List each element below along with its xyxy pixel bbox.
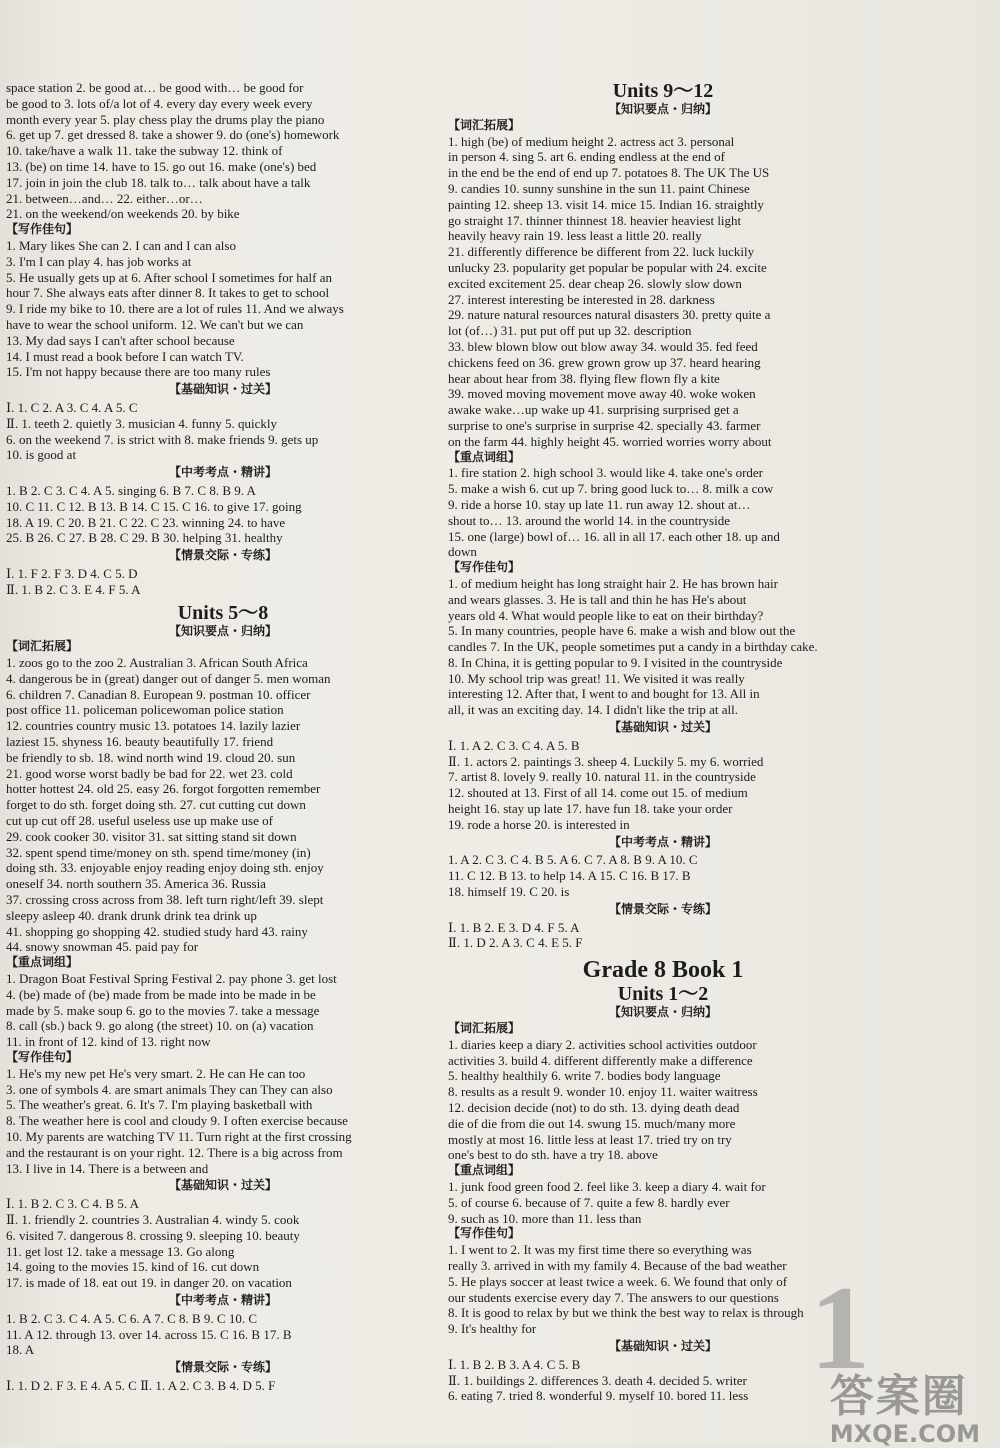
answer-line: lot (of…) 31. put put off put up 32. description — [448, 323, 692, 339]
answer-line: height 16. stay up late 17. have fun 18. take your order — [448, 801, 733, 817]
left-block-j — [6, 1311, 440, 1358]
knowledge-summary-heading: 【知识要点・归纳】 — [608, 102, 717, 116]
answer-line: and the restaurant is on your right. 12. There is a big across from — [6, 1144, 343, 1160]
answer-line: 27. interest interesting be interested in 28. darkness — [448, 291, 715, 307]
right-block-g — [448, 1037, 878, 1163]
situation-heading: 【情景交际・专练】 — [168, 1360, 277, 1375]
answer-line: Ⅰ. 1. B 2. E 3. D 4. F 5. A — [448, 919, 580, 935]
answer-line: shout to… 13. around the world 14. in the countryside — [448, 512, 730, 528]
exam-points-heading: 【中考考点・精讲】 — [168, 465, 277, 480]
answer-line: 1. diaries keep a diary 2. activities school activities outdoor — [448, 1036, 757, 1052]
answer-line: 10. My school trip was great! 11. We visited it was really — [448, 670, 745, 686]
answer-line: month every year 5. play chess play the drums play the piano — [6, 111, 325, 127]
answer-line: 32. spent spend time/money on sth. spend time/money (in) — [6, 844, 311, 860]
answer-line: oneself 34. north southern 35. America 36. Russia — [6, 876, 266, 892]
knowledge-summary-heading: 【知识要点・归纳】 — [168, 623, 277, 638]
answer-line: space station 2. be good at… be good with… be good for — [6, 80, 304, 95]
right-column — [448, 80, 878, 1404]
answer-line: Ⅰ. 1. B 2. C 3. C 4. B 5. A — [6, 1196, 139, 1212]
answer-line: 1. He's my new pet He's very smart. 2. He can He can too — [6, 1065, 306, 1081]
unit-title: Units 5～8 — [177, 601, 269, 624]
answer-line: sleepy asleep 40. drank drunk drink tea drink up — [6, 907, 257, 923]
answer-line: be friendly to sb. 18. wind north wind 19. cloud 20. sun — [6, 749, 296, 765]
answer-line: 17. join in join the club 18. talk to… talk about have a talk — [6, 174, 311, 190]
answer-line: 10. take/have a walk 11. take the subway 12. think of — [6, 143, 283, 159]
answer-line: 10. C 11. C 12. B 13. B 14. C 15. C 16. to give 17. going — [6, 498, 302, 514]
answer-line: 14. going to the movies 15. kind of 16. cut down — [6, 1259, 260, 1275]
answer-line: hear about hear from 38. flying flew flown fly a kite — [448, 370, 720, 386]
answer-line: candles 7. In the UK, people sometimes put a candy in a birthday cake. — [448, 639, 818, 655]
answer-line: 6. eating 7. tried 8. wonderful 9. myself 10. bored 11. less — [448, 1388, 749, 1404]
answer-line: hotter hottest 24. old 25. easy 26. forgot forgotten remember — [6, 781, 321, 797]
answer-line: in the end be the end of end up 7. potatoes 8. The UK The US — [448, 165, 770, 181]
answer-line: 6. visited 7. dangerous 8. crossing 9. sleeping 10. beauty — [6, 1227, 300, 1243]
answer-line: 13. (be) on time 14. have to 15. go out 16. make (one's) bed — [6, 158, 317, 174]
answer-line: 18. A 19. C 20. B 21. C 22. C 23. winning 24. to have — [6, 514, 286, 530]
answer-line: 1. zoos go to the zoo 2. Australian 3. African South Africa — [6, 655, 308, 671]
answer-line: 37. crossing cross across from 38. left turn right/left 39. slept — [6, 892, 324, 908]
answer-line: unlucky 23. popularity get popular be popular with 24. excite — [448, 259, 767, 275]
answer-line: 1. B 2. C 3. C 4. A 5. singing 6. B 7. C 8. B 9. A — [6, 482, 256, 498]
page-numeral: 1 — [810, 1261, 870, 1394]
answer-line: 1. B 2. C 3. C 4. A 5. C 6. A 7. C 8. B 9. C 10. C — [6, 1310, 258, 1326]
answer-line: 8. call (sb.) back 9. go along (the street) 10. on (a) vacation — [6, 1018, 314, 1034]
answer-line: 8. It is good to relax by but we think the best way to relax is through — [448, 1305, 804, 1321]
situation-heading: 【情景交际・专练】 — [168, 548, 277, 563]
answer-line: 12. decision decide (not) to do sth. 13. dying death dead — [448, 1100, 740, 1116]
answer-line: down — [448, 544, 477, 560]
answer-line: 9. ride a horse 10. stay up late 11. run away 12. shout at… — [448, 496, 751, 512]
writing-tag: 【写作佳句】 — [448, 560, 521, 575]
answer-line: 18. himself 19. C 20. is — [448, 884, 570, 900]
answer-line: 44. snowy snowman 45. paid pay for — [6, 939, 199, 955]
answer-line: 8. The weather here is cool and cloudy 9. I often exercise because — [6, 1113, 348, 1129]
vocab-tag: 【词汇拓展】 — [448, 1021, 521, 1036]
answer-line: years old 4. What would people like to eat on their birthday? — [448, 607, 764, 623]
answer-line: interesting 12. After that, I went to and bought for 13. All in — [448, 686, 760, 702]
answer-line: 1. junk food green food 2. feel like 3. keep a diary 4. wait for — [448, 1179, 766, 1194]
answer-line: 11. get lost 12. take a message 13. Go along — [6, 1243, 235, 1259]
answer-line: 5. make a wish 6. cut up 7. bring good luck to… 8. milk a cow — [448, 481, 774, 497]
answer-line: Ⅰ. 1. B 2. B 3. A 4. C 5. B — [448, 1356, 581, 1372]
answer-line: on the farm 44. highly height 45. worried worries worry about — [448, 433, 772, 449]
answer-line: 21. differently difference be different from 22. luck luckily — [448, 244, 755, 260]
answer-line: 9. I ride my bike to 10. there are a lot of rules 11. And we always — [6, 301, 344, 317]
answer-line: mostly at most 16. little less at least 17. tried try on try — [448, 1131, 732, 1147]
vocab-tag: 【词汇拓展】 — [6, 639, 79, 654]
answer-line: 19. rode a horse 20. is interested in — [448, 816, 630, 832]
answer-line: 5. In many countries, people have 6. make a wish and blow out the — [448, 623, 796, 639]
answer-line: 18. A — [6, 1342, 35, 1358]
right-block-c — [448, 576, 878, 718]
answer-line: really 3. arrived in with my family 4. Because of the bad weather — [448, 1257, 787, 1273]
answer-line: Ⅱ. 1. buildings 2. differences 3. death 4. decided 5. writer — [448, 1372, 747, 1388]
left-block-h — [6, 1066, 440, 1177]
watermark-url: MXQE.COM — [829, 1420, 980, 1448]
answer-line: 1. Mary likes She can 2. I can and I can also — [6, 237, 236, 253]
answer-line: all, it was an exciting day. 14. I didn't like the trip at all. — [448, 702, 738, 718]
answer-line: 29. cook cooker 30. visitor 31. sat sitting stand sit down — [6, 828, 297, 844]
answer-line: 5. The weather's great. 6. It's 7. I'm playing basketball with — [6, 1097, 313, 1113]
answer-line: go straight 17. thinner thinnest 18. heavier heaviest light — [448, 212, 742, 228]
answer-line: 11. in front of 12. kind of 13. right now — [6, 1034, 211, 1050]
answer-line: laziest 15. shyness 16. beauty beautifully 17. friend — [6, 734, 274, 750]
answer-line: 12. countries country music 13. potatoes 14. lazily lazier — [6, 718, 301, 734]
writing-tag: 【写作佳句】 — [6, 222, 79, 237]
left-block-a — [6, 80, 440, 222]
answer-line: one's best to do sth. have a try 18. above — [448, 1147, 658, 1163]
unit-title: Units 1～2 — [617, 983, 709, 1006]
answer-line: 41. shopping go shopping 42. studied study hard 43. rainy — [6, 923, 308, 939]
answer-line: 1. A 2. C 3. C 4. B 5. A 6. C 7. A 8. B 9. A 10. C — [448, 852, 698, 868]
answer-line: Ⅱ. 1. B 2. C 3. E 4. F 5. A — [6, 581, 141, 597]
right-block-h — [448, 1179, 878, 1226]
answer-line: made by 5. make soup 6. go to the movies 7. take a message — [6, 1002, 320, 1018]
right-block-b — [448, 465, 878, 560]
answer-line: excited excitement 25. dear cheap 26. slowly slow down — [448, 275, 742, 291]
answer-line: 4. dangerous be in (great) danger out of danger 5. men woman — [6, 670, 331, 686]
right-block-f — [448, 920, 878, 952]
answer-line: 7. artist 8. lovely 9. really 10. natural 11. in the countryside — [448, 769, 756, 785]
answer-line: 5. He plays soccer at least twice a week. 6. We found that only of — [448, 1273, 788, 1289]
answer-line: forget to do sth. forget doing sth. 27. cut cutting cut down — [6, 797, 306, 813]
basic-knowledge-heading: 【基础知识・过关】 — [608, 720, 717, 735]
answer-line: 39. moved moving movement move away 40. woke woken — [448, 386, 756, 402]
basic-knowledge-heading: 【基础知识・过关】 — [168, 382, 277, 397]
answer-line: 6. on the weekend 7. is strict with 8. make friends 9. gets up — [6, 431, 319, 447]
answer-line: 3. one of symbols 4. are smart animals They can They can also — [6, 1081, 333, 1097]
basic-knowledge-heading: 【基础知识・过关】 — [168, 1178, 277, 1193]
answer-line: our students exercise every day 7. The answers to our questions — [448, 1289, 779, 1305]
answer-line: Ⅱ. 1. friendly 2. countries 3. Australian 4. windy 5. cook — [6, 1211, 300, 1227]
answer-line: Ⅱ. 1. teeth 2. quietly 3. musician 4. funny 5. quickly — [6, 415, 277, 431]
answer-line: 4. (be) made of (be) made from be made into be made in be — [6, 986, 316, 1002]
writing-tag: 【写作佳句】 — [6, 1050, 79, 1065]
answer-line: 1. I went to 2. It was my first time there so everything was — [448, 1242, 752, 1258]
left-block-d — [6, 483, 440, 546]
answer-line: hour 7. She always eats after dinner 8. It takes to get to school — [6, 285, 330, 301]
answer-line: 1. of medium height has long straight hair 2. He has brown hair — [448, 575, 778, 591]
exam-points-heading: 【中考考点・精讲】 — [608, 834, 717, 849]
answer-line: cut up cut off 28. useful useless use up make use of — [6, 813, 273, 829]
answer-line: 10. is good at — [6, 447, 77, 463]
answer-line: 5. He usually gets up at 6. After school I sometimes for half an — [6, 269, 333, 285]
answer-line: 11. C 12. B 13. to help 14. A 15. C 16. B 17. B — [448, 868, 691, 884]
answer-line: Ⅰ. 1. D 2. F 3. E 4. A 5. C Ⅱ. 1. A 2. C 3. B 4. D 5. F — [6, 1377, 276, 1393]
answer-line: 11. A 12. through 13. over 14. across 15. C 16. B 17. B — [6, 1326, 292, 1342]
answer-line: 17. is made of 18. eat out 19. in danger 20. on vacation — [6, 1275, 292, 1291]
right-block-e — [448, 852, 878, 899]
answer-line: and wears glasses. 3. He is tall and thin he has He's about — [448, 591, 747, 607]
answer-line: Ⅰ. 1. C 2. A 3. C 4. A 5. C — [6, 399, 138, 415]
answer-line: 21. between…and… 22. either…or… — [6, 190, 203, 206]
writing-tag: 【写作佳句】 — [448, 1226, 521, 1241]
answer-line: 1. fire station 2. high school 3. would like 4. take one's order — [448, 465, 764, 481]
answer-line: 14. I must read a book before I can watch TV. — [6, 348, 244, 364]
answer-line: 1. Dragon Boat Festival Spring Festival 2. pay phone 3. get lost — [6, 971, 337, 987]
answer-line: 8. results as a result 9. wonder 10. enjoy 11. waiter waitress — [448, 1084, 758, 1100]
answer-line: 9. candies 10. sunny sunshine in the sun 11. paint Chinese — [448, 180, 750, 196]
answer-line: 6. get up 7. get dressed 8. take a shower 9. do (one's) homework — [6, 127, 340, 143]
answer-line: 5. of course 6. because of 7. quite a few 8. hardly ever — [448, 1194, 730, 1210]
left-block-f — [6, 655, 440, 955]
phrase-tag: 【重点词组】 — [448, 1163, 521, 1178]
answer-line: Ⅱ. 1. D 2. A 3. C 4. E 5. F — [448, 935, 583, 951]
left-block-b — [6, 238, 440, 380]
vocab-tag: 【词汇拓展】 — [448, 117, 521, 132]
answer-line: be good to 3. lots of/a lot of 4. every day every week every — [6, 95, 313, 111]
answer-line: 3. I'm I can play 4. has job works at — [6, 253, 192, 269]
left-block-c — [6, 400, 440, 463]
answer-line: doing sth. 33. enjoyable enjoy reading enjoy doing sth. enjoy — [6, 860, 324, 876]
answer-line: post office 11. policeman policewoman police station — [6, 702, 284, 718]
answer-line: have to wear the school uniform. 12. We can't but we can — [6, 316, 304, 332]
answer-line: 1. high (be) of medium height 2. actress act 3. personal — [448, 133, 735, 149]
grade-title: Grade 8 Book 1 — [582, 957, 744, 984]
phrase-tag: 【重点词组】 — [448, 449, 521, 464]
answer-line: activities 3. build 4. different differently make a difference — [448, 1052, 753, 1068]
answer-line: Ⅰ. 1. F 2. F 3. D 4. C 5. D — [6, 565, 138, 581]
unit-title: Units 9～12 — [612, 80, 714, 102]
answer-line: painting 12. sheep 13. visit 14. mice 15. Indian 16. straightly — [448, 196, 764, 212]
answer-line: Ⅰ. 1. A 2. C 3. C 4. A 5. B — [448, 737, 580, 753]
phrase-tag: 【重点词组】 — [6, 955, 79, 970]
answer-line: 15. I'm not happy because there are too many rules — [6, 364, 271, 380]
answer-line: 15. one (large) bowl of… 16. all in all 17. each other 18. up and — [448, 528, 780, 544]
left-block-k — [6, 1378, 440, 1394]
answer-line: 25. B 26. C 27. B 28. C 29. B 30. helping 31. healthy — [6, 530, 283, 546]
exam-points-heading: 【中考考点・精讲】 — [168, 1292, 277, 1307]
answer-line: 29. nature natural resources natural disasters 30. pretty quite a — [448, 307, 771, 323]
answer-line: heavily heavy rain 19. less least a little 20. really — [448, 228, 702, 244]
answer-line: 10. My parents are watching TV 11. Turn right at the first crossing — [6, 1129, 352, 1144]
answer-line: die of die from die out 14. swung 15. much/many more — [448, 1115, 736, 1131]
answer-line: Ⅱ. 1. actors 2. paintings 3. sheep 4. Luckily 5. my 6. worried — [448, 753, 764, 769]
answer-line: 6. children 7. Canadian 8. European 9. postman 10. officer — [6, 686, 311, 702]
answer-line: 12. shouted at 13. First of all 14. come out 15. of medium — [448, 785, 748, 801]
answer-line: chickens feed on 36. grew grown grow up 37. heard hearing — [448, 354, 761, 370]
answer-line: 5. healthy healthily 6. write 7. bodies body language — [448, 1068, 721, 1084]
answer-line: 8. In China, it is getting popular to 9. I visited in the countryside — [448, 654, 783, 670]
right-block-d — [448, 738, 878, 833]
answer-line: 33. blew blown blow out blow away 34. would 35. fed feed — [448, 338, 758, 354]
answer-line: 9. such as 10. more than 11. less than — [448, 1210, 642, 1226]
answer-line: 13. I live in 14. There is a between and — [6, 1160, 209, 1176]
watermark-logo — [830, 1360, 980, 1448]
left-block-g — [6, 971, 440, 1050]
answer-line: 21. good worse worst badly be bad for 22. wet 23. cold — [6, 765, 293, 781]
knowledge-summary-heading: 【知识要点・归纳】 — [608, 1005, 717, 1020]
left-block-e — [6, 566, 440, 598]
right-block-a — [448, 134, 878, 450]
answer-line: 21. on the weekend/on weekends 20. by bike — [6, 206, 240, 222]
answer-line: surprise to one's surprise in surprise 42. specially 43. farmer — [448, 417, 761, 433]
left-block-i — [6, 1196, 440, 1291]
left-column — [6, 80, 440, 1394]
answer-line: 13. My dad says I can't after school because — [6, 332, 235, 348]
answer-line: awake wake…up wake up 41. surprising surprised get a — [448, 402, 739, 418]
basic-knowledge-heading: 【基础知识・过关】 — [608, 1338, 717, 1353]
answer-line: 9. It's healthy for — [448, 1321, 537, 1337]
watermark-text: 答案圈 — [829, 1371, 968, 1422]
situation-heading: 【情景交际・专练】 — [608, 901, 717, 916]
answer-line: in person 4. sing 5. art 6. ending endless at the end of — [448, 149, 725, 165]
